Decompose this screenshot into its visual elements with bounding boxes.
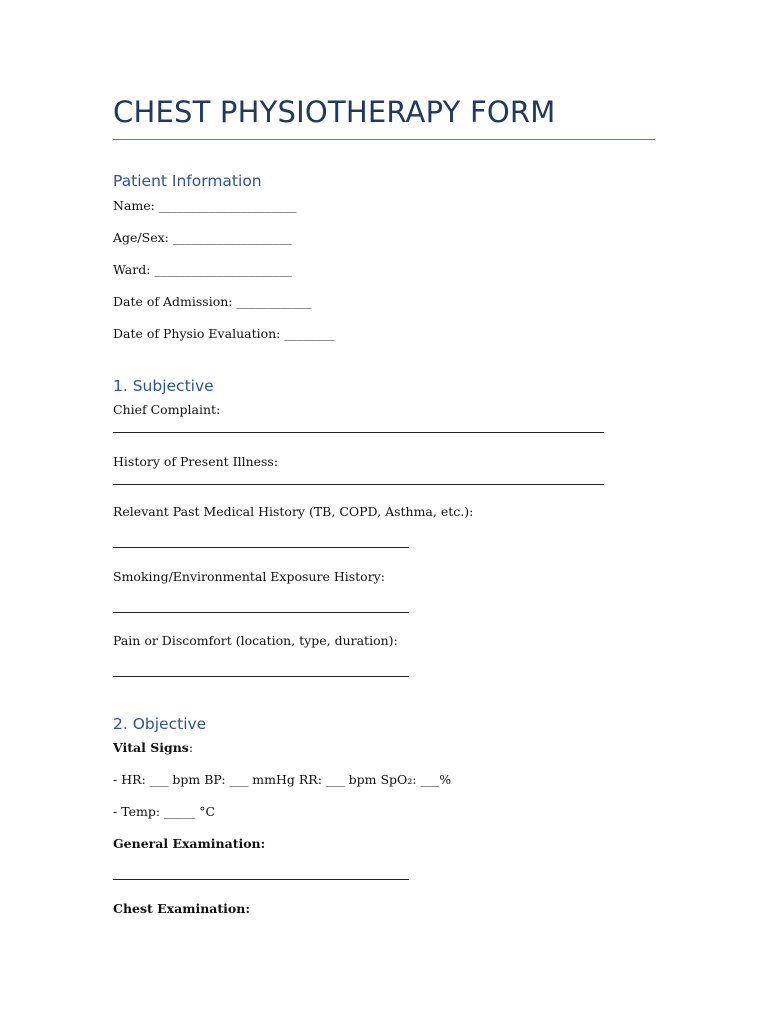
- chief-complaint-label: Chief Complaint:: [113, 402, 221, 417]
- general-exam-blank[interactable]: [113, 879, 409, 880]
- name-field[interactable]: Name: ______________________: [113, 198, 297, 213]
- vital-signs-label-text: Vital Signs: [113, 740, 189, 755]
- subjective-heading: 1. Subjective: [113, 377, 214, 395]
- pain-blank[interactable]: [113, 676, 409, 677]
- past-history-blank[interactable]: [113, 547, 409, 548]
- objective-heading: 2. Objective: [113, 715, 207, 733]
- smoking-blank[interactable]: [113, 612, 409, 613]
- ward-field[interactable]: Ward: ______________________: [113, 262, 292, 277]
- title-divider: [113, 139, 655, 140]
- physio-eval-date-field[interactable]: Date of Physio Evaluation: ________: [113, 326, 335, 341]
- temp-line[interactable]: - Temp: _____ °C: [113, 804, 216, 819]
- hpi-blank[interactable]: [113, 484, 604, 485]
- general-exam-label: General Examination:: [113, 836, 266, 851]
- vital-signs-colon: :: [188, 740, 194, 755]
- form-title: CHEST PHYSIOTHERAPY FORM: [113, 95, 556, 129]
- past-history-label: Relevant Past Medical History (TB, COPD, Asthma, etc.):: [113, 504, 474, 519]
- vital-signs-label: [113, 740, 193, 755]
- smoking-label: Smoking/Environmental Exposure History:: [113, 569, 385, 584]
- pain-label: Pain or Discomfort (location, type, duration):: [113, 633, 398, 648]
- hpi-label: History of Present Illness:: [113, 454, 279, 469]
- vitals-line[interactable]: - HR: ___ bpm BP: ___ mmHg RR: ___ bpm SpO₂: ___%: [113, 772, 452, 787]
- chief-complaint-blank[interactable]: [113, 432, 604, 433]
- admission-date-field[interactable]: Date of Admission: ____________: [113, 294, 312, 309]
- patient-info-heading: Patient Information: [113, 172, 262, 190]
- chest-exam-label: Chest Examination:: [113, 901, 250, 916]
- age-sex-field[interactable]: Age/Sex: ___________________: [113, 230, 292, 245]
